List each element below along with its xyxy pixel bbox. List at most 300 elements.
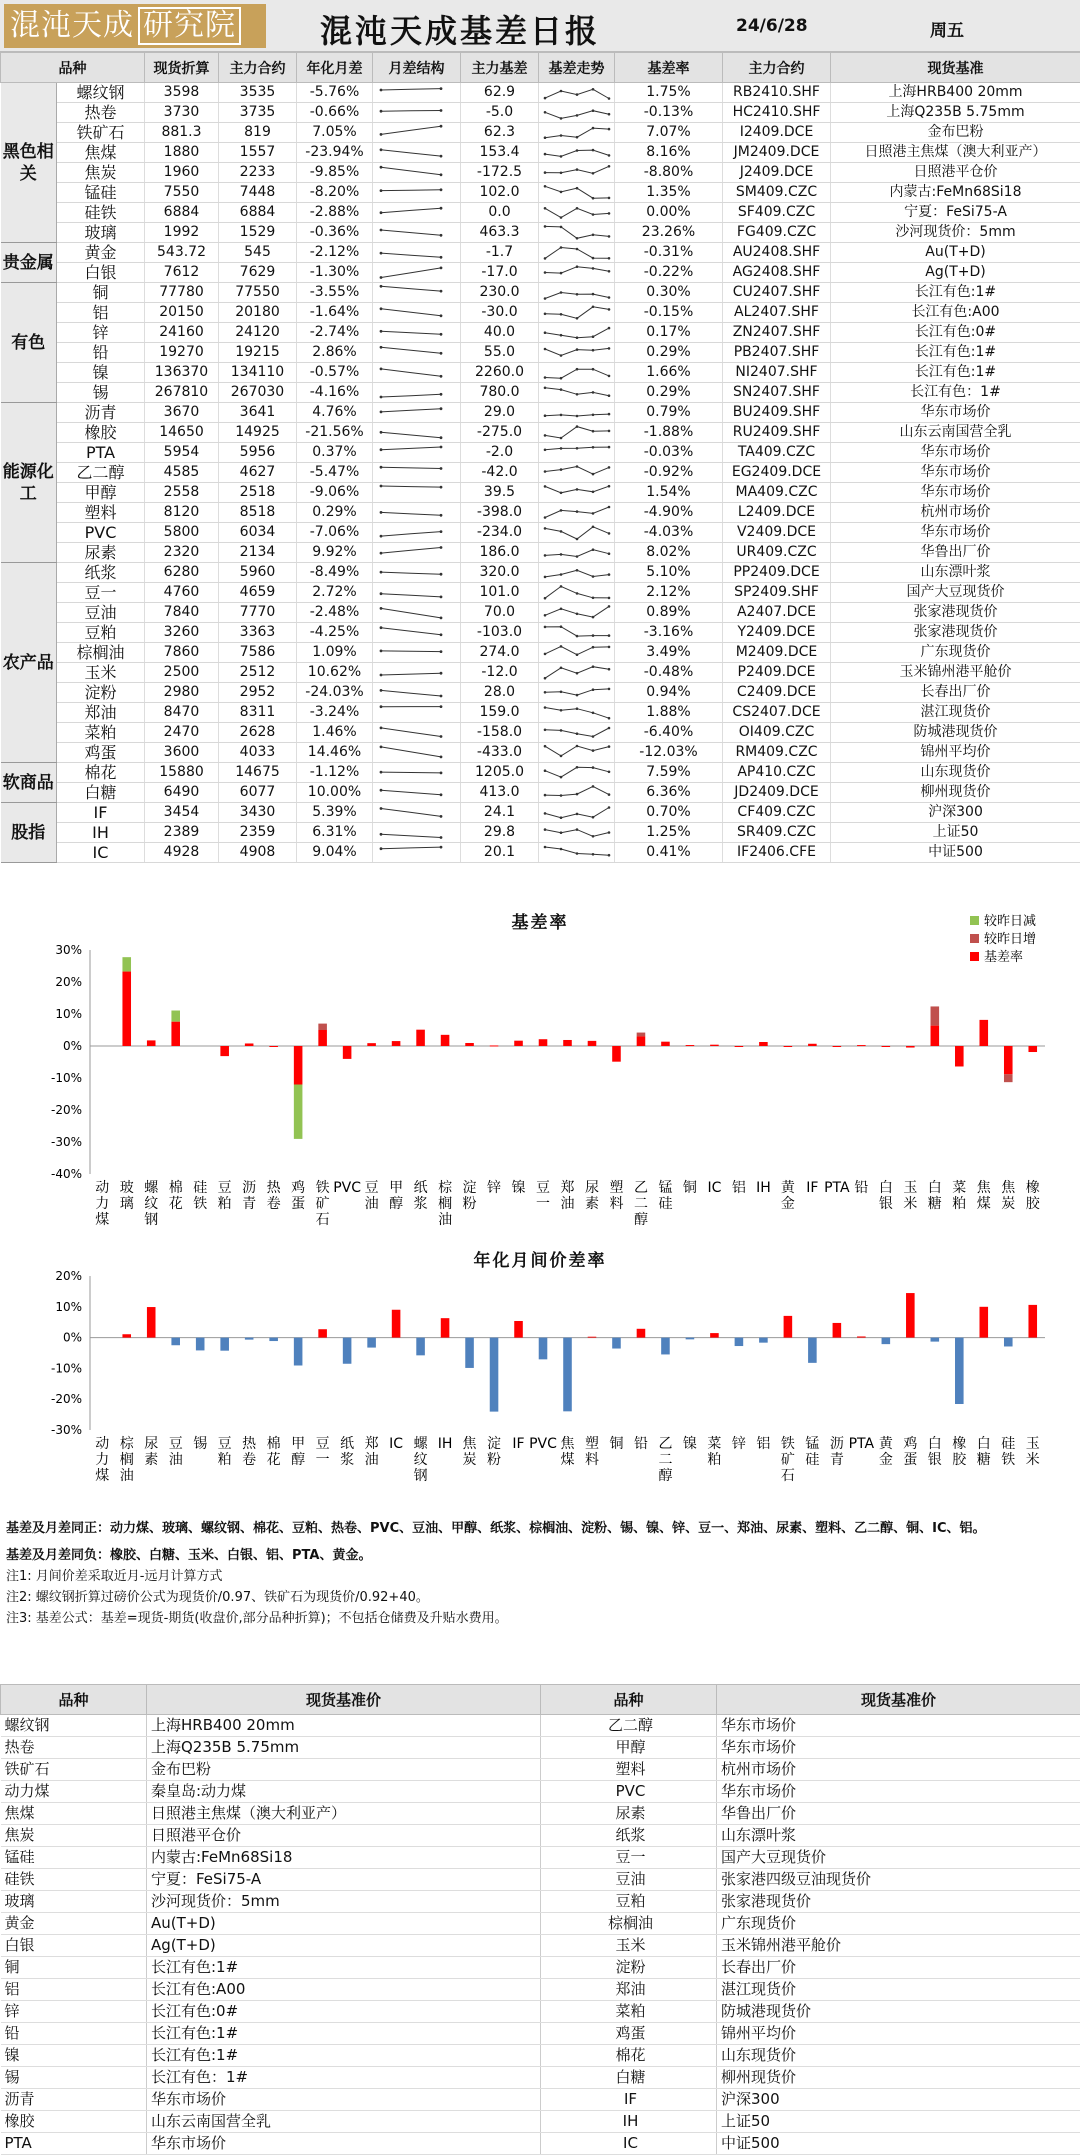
bar: [514, 1321, 523, 1338]
category-cell: 贵金属: [1, 243, 57, 283]
basis-cell: 102.0: [461, 183, 539, 203]
ref-product: 豆粕: [541, 1891, 717, 1913]
basis-cell: 24.1: [461, 803, 539, 823]
spot-reference-cell: 华东市场价: [831, 443, 1080, 463]
contract-code-cell: SF409.CZC: [723, 203, 831, 223]
y-tick-label: -20%: [50, 1103, 82, 1117]
name-cell: 淀粉: [57, 683, 145, 703]
basis-rate-cell: -4.90%: [615, 503, 723, 523]
future-price-cell: 2512: [219, 663, 297, 683]
ref-row: [1, 1957, 1080, 1979]
basis-rate-cell: -0.92%: [615, 463, 723, 483]
name-cell: 白糖: [57, 783, 145, 803]
spot-reference-cell: 山东漂叶浆: [831, 563, 1080, 583]
y-tick-label: 30%: [55, 943, 82, 957]
spot-reference-cell: 长江有色:1#: [831, 363, 1080, 383]
basis-trend-sparkline: [539, 603, 615, 623]
x-tick-label: IC: [389, 1436, 404, 1452]
ref-benchmark: 防城港现货价: [717, 2001, 1080, 2023]
ref-product: 豆油: [541, 1869, 717, 1891]
spot-reference-cell: 华东市场价: [831, 403, 1080, 423]
bar-basis-rate: [759, 1042, 768, 1046]
ref-product: 纸浆: [541, 1825, 717, 1847]
x-tick-label: 铁矿石: [780, 1436, 795, 1484]
ref-benchmark: 杭州市场价: [717, 1759, 1080, 1781]
future-price-cell: 4659: [219, 583, 297, 603]
x-tick-label: 玉米: [903, 1180, 918, 1212]
spot-reference-cell: 长江有色:0#: [831, 323, 1080, 343]
future-price-cell: 2518: [219, 483, 297, 503]
name-cell: 锌: [57, 323, 145, 343]
x-tick-label: 豆油: [364, 1180, 379, 1212]
contract-code-cell: FG409.CZC: [723, 223, 831, 243]
bar-basis-rate: [833, 1046, 842, 1047]
ref-product: 铁矿石: [1, 1759, 147, 1781]
ref-row: [1, 1759, 1080, 1781]
bar-decrease: [171, 1011, 180, 1022]
x-tick-label: 铝: [756, 1436, 771, 1452]
spot-cell: 3670: [145, 403, 219, 423]
annual-spread-cell: -8.20%: [297, 183, 373, 203]
basis-cell: 28.0: [461, 683, 539, 703]
x-tick-label: IF: [512, 1436, 525, 1452]
basis-cell: 29.0: [461, 403, 539, 423]
future-price-cell: 4908: [219, 843, 297, 863]
spot-cell: 2389: [145, 823, 219, 843]
x-tick-label: 纸浆: [413, 1180, 428, 1212]
name-cell: 螺纹钢: [57, 83, 145, 103]
future-price-cell: 4033: [219, 743, 297, 763]
bar: [343, 1338, 352, 1364]
x-tick-label: 甲醇: [389, 1180, 404, 1212]
category-cell: 农产品: [1, 563, 57, 763]
bar: [465, 1338, 474, 1368]
x-tick-label: 焦炭: [462, 1436, 477, 1468]
month-structure-sparkline: [373, 83, 461, 103]
table-row: [1, 723, 1080, 743]
name-cell: 豆粕: [57, 623, 145, 643]
contract-code-cell: I2409.DCE: [723, 123, 831, 143]
name-cell: 乙二醇: [57, 463, 145, 483]
spot-cell: 2980: [145, 683, 219, 703]
month-structure-sparkline: [373, 263, 461, 283]
spot-cell: 136370: [145, 363, 219, 383]
month-structure-sparkline: [373, 483, 461, 503]
category-cell: 能源化工: [1, 403, 57, 563]
month-structure-sparkline: [373, 583, 461, 603]
annual-spread-cell: 0.37%: [297, 443, 373, 463]
x-tick-label: PVC: [333, 1180, 362, 1196]
legend-swatch: [970, 934, 979, 943]
basis-trend-sparkline: [539, 283, 615, 303]
x-tick-label: 甲醇: [291, 1436, 306, 1468]
x-tick-label: 动力煤: [95, 1180, 110, 1228]
x-tick-label: 豆油: [168, 1436, 183, 1468]
basis-cell: -398.0: [461, 503, 539, 523]
annual-spread-cell: 1.09%: [297, 643, 373, 663]
basis-rate-cell: 6.36%: [615, 783, 723, 803]
table-row: [1, 663, 1080, 683]
month-structure-sparkline: [373, 323, 461, 343]
spot-cell: 1960: [145, 163, 219, 183]
y-tick-label: -10%: [50, 1071, 82, 1085]
x-tick-label: 黄金: [878, 1436, 893, 1468]
basis-trend-sparkline: [539, 783, 615, 803]
x-tick-label: 沥青: [829, 1436, 844, 1468]
annual-spread-cell: -5.76%: [297, 83, 373, 103]
basis-trend-sparkline: [539, 503, 615, 523]
ref-product: 橡胶: [1, 2111, 147, 2133]
table-row: [1, 443, 1080, 463]
y-tick-label: -40%: [50, 1167, 82, 1181]
bar-increase: [637, 1033, 646, 1037]
x-tick-label: 郑油: [560, 1180, 575, 1212]
bar: [955, 1338, 964, 1404]
contract-code-cell: MA409.CZC: [723, 483, 831, 503]
name-cell: 棉花: [57, 763, 145, 783]
table-row: [1, 83, 1080, 103]
spot-reference-cell: 日照港平仓价: [831, 163, 1080, 183]
ref-row: [1, 1803, 1080, 1825]
basis-trend-sparkline: [539, 123, 615, 143]
y-tick-label: -10%: [50, 1361, 82, 1376]
annual-spread-cell: 7.05%: [297, 123, 373, 143]
annual-spread-cell: 9.04%: [297, 843, 373, 863]
ref-benchmark: 中证500: [717, 2133, 1080, 2155]
month-structure-sparkline: [373, 743, 461, 763]
bar-basis-rate: [857, 1045, 866, 1046]
ref-product: 鸡蛋: [541, 2023, 717, 2045]
ref-row: [1, 1979, 1080, 2001]
spot-reference-cell: 沙河现货价：5mm: [831, 223, 1080, 243]
month-structure-sparkline: [373, 383, 461, 403]
annual-spread-cell: -23.94%: [297, 143, 373, 163]
basis-rate-cell: -12.03%: [615, 743, 723, 763]
table-row: [1, 483, 1080, 503]
future-price-cell: 7586: [219, 643, 297, 663]
month-structure-sparkline: [373, 303, 461, 323]
basis-rate-cell: -0.22%: [615, 263, 723, 283]
ref-header-row: [1, 1685, 1080, 1715]
bar: [171, 1338, 180, 1346]
logo-text: 混沌天成: [10, 8, 134, 43]
basis-trend-sparkline: [539, 423, 615, 443]
basis-trend-sparkline: [539, 623, 615, 643]
bar-basis-rate: [931, 1026, 940, 1046]
month-structure-sparkline: [373, 123, 461, 143]
ref-row: [1, 2045, 1080, 2067]
spot-cell: 4928: [145, 843, 219, 863]
contract-code-cell: JM2409.DCE: [723, 143, 831, 163]
ref-benchmark: 张家港四级豆油现货价: [717, 1869, 1080, 1891]
contract-code-cell: IF2406.CFE: [723, 843, 831, 863]
ref-benchmark: Au(T+D): [147, 1913, 541, 1935]
table-row: [1, 163, 1080, 183]
bar-basis-rate: [220, 1046, 229, 1056]
name-cell: 塑料: [57, 503, 145, 523]
ref-col-header: 品种: [541, 1685, 717, 1715]
name-cell: 棕榈油: [57, 643, 145, 663]
month-structure-sparkline: [373, 703, 461, 723]
report-title: 混沌天成基差日报: [320, 12, 601, 50]
ref-product: 尿素: [541, 1803, 717, 1825]
bar-basis-rate: [392, 1041, 401, 1046]
contract-code-cell: J2409.DCE: [723, 163, 831, 183]
legend-label: 较昨日增: [984, 932, 1037, 947]
future-price-cell: 7448: [219, 183, 297, 203]
basis-trend-sparkline: [539, 403, 615, 423]
spot-cell: 3730: [145, 103, 219, 123]
basis-cell: 1205.0: [461, 763, 539, 783]
spot-reference-cell: 防城港现货价: [831, 723, 1080, 743]
ref-row: [1, 1913, 1080, 1935]
name-cell: 豆一: [57, 583, 145, 603]
contract-code-cell: C2409.DCE: [723, 683, 831, 703]
month-structure-sparkline: [373, 403, 461, 423]
y-tick-label: -30%: [50, 1135, 82, 1149]
spot-reference-cell: Ag(T+D): [831, 263, 1080, 283]
category-cell: 软商品: [1, 763, 57, 803]
annual-spread-cell: -8.49%: [297, 563, 373, 583]
month-structure-sparkline: [373, 243, 461, 263]
bar: [759, 1338, 768, 1343]
ref-benchmark: 上海Q235B 5.75mm: [147, 1737, 541, 1759]
ref-benchmark: 华鲁出厂价: [717, 1803, 1080, 1825]
ref-benchmark: Ag(T+D): [147, 1935, 541, 1957]
future-price-cell: 2233: [219, 163, 297, 183]
basis-table: [0, 52, 1080, 863]
ref-product: 菜粕: [541, 2001, 717, 2023]
x-tick-label: 菜粕: [952, 1180, 967, 1212]
basis-rate-cell: 1.35%: [615, 183, 723, 203]
category-cell: 黑色相关: [1, 83, 57, 243]
x-tick-label: IC: [707, 1180, 722, 1196]
future-price-cell: 1557: [219, 143, 297, 163]
future-price-cell: 3430: [219, 803, 297, 823]
spot-reference-cell: 山东现货价: [831, 763, 1080, 783]
table-row: [1, 403, 1080, 423]
basis-trend-sparkline: [539, 303, 615, 323]
bar: [392, 1310, 401, 1338]
name-cell: 锡: [57, 383, 145, 403]
x-tick-label: IH: [756, 1180, 771, 1196]
name-cell: 焦炭: [57, 163, 145, 183]
y-tick-label: -20%: [50, 1392, 82, 1407]
spot-cell: 24160: [145, 323, 219, 343]
col-header: 年化月差: [297, 53, 373, 83]
bar-basis-rate: [318, 1030, 327, 1046]
chart-title: 年化月间价差率: [473, 1251, 607, 1271]
bar-basis-rate: [122, 972, 131, 1046]
bar: [882, 1338, 891, 1345]
spot-cell: 6280: [145, 563, 219, 583]
annual-spread-cell: 10.62%: [297, 663, 373, 683]
ref-benchmark: 日照港主焦煤（澳大利亚产）: [147, 1803, 541, 1825]
ref-product: 动力煤: [1, 1781, 147, 1803]
spot-reference-cell: 广东现货价: [831, 643, 1080, 663]
basis-cell: -275.0: [461, 423, 539, 443]
x-tick-label: 动力煤: [95, 1436, 110, 1484]
spot-cell: 15880: [145, 763, 219, 783]
ref-benchmark: 秦皇岛:动力煤: [147, 1781, 541, 1803]
spot-reference-cell: 长春出厂价: [831, 683, 1080, 703]
ref-product: 焦煤: [1, 1803, 147, 1825]
spot-cell: 7550: [145, 183, 219, 203]
annual-spread-cell: -2.12%: [297, 243, 373, 263]
bar-basis-rate: [637, 1036, 646, 1046]
table-row: [1, 203, 1080, 223]
basis-trend-sparkline: [539, 563, 615, 583]
spot-reference-cell: 内蒙古:FeMn68Si18: [831, 183, 1080, 203]
table-row: [1, 283, 1080, 303]
annual-spread-cell: -9.06%: [297, 483, 373, 503]
contract-code-cell: JD2409.DCE: [723, 783, 831, 803]
x-tick-label: PTA: [824, 1180, 850, 1196]
basis-rate-cell: 0.79%: [615, 403, 723, 423]
contract-code-cell: AP410.CZC: [723, 763, 831, 783]
basis-cell: 39.5: [461, 483, 539, 503]
basis-rate-cell: 1.54%: [615, 483, 723, 503]
table-row: [1, 243, 1080, 263]
basis-cell: 70.0: [461, 603, 539, 623]
name-cell: PTA: [57, 443, 145, 463]
spot-cell: 4585: [145, 463, 219, 483]
spot-reference-cell: 长江有色:A00: [831, 303, 1080, 323]
bar: [637, 1329, 646, 1338]
bar-basis-rate: [343, 1046, 352, 1059]
bar: [122, 1334, 131, 1337]
x-tick-label: 玻璃: [119, 1180, 134, 1212]
ref-product: 铜: [1, 1957, 147, 1979]
col-header: 品种: [1, 53, 145, 83]
bar: [735, 1338, 744, 1346]
annual-spread-cell: -1.64%: [297, 303, 373, 323]
x-tick-label: 沥青: [242, 1180, 257, 1212]
basis-trend-sparkline: [539, 843, 615, 863]
future-price-cell: 2952: [219, 683, 297, 703]
contract-code-cell: L2409.DCE: [723, 503, 831, 523]
ref-row: [1, 1825, 1080, 1847]
bar: [147, 1307, 156, 1338]
future-price-cell: 20180: [219, 303, 297, 323]
x-tick-label: IF: [806, 1180, 819, 1196]
future-price-cell: 1529: [219, 223, 297, 243]
x-tick-label: 锌: [731, 1436, 746, 1452]
basis-rate-cell: 1.25%: [615, 823, 723, 843]
bar-basis-rate: [1004, 1046, 1013, 1074]
x-tick-label: 锡: [193, 1436, 208, 1452]
basis-rate-cell: -0.48%: [615, 663, 723, 683]
contract-code-cell: M2409.DCE: [723, 643, 831, 663]
ref-product: 甲醇: [541, 1737, 717, 1759]
basis-trend-sparkline: [539, 543, 615, 563]
basis-rate-cell: 1.88%: [615, 703, 723, 723]
contract-code-cell: PP2409.DCE: [723, 563, 831, 583]
y-tick-label: 0%: [62, 1039, 82, 1053]
bar: [931, 1338, 940, 1342]
month-structure-sparkline: [373, 363, 461, 383]
x-tick-label: 铅: [854, 1180, 869, 1196]
future-price-cell: 2359: [219, 823, 297, 843]
month-structure-sparkline: [373, 463, 461, 483]
month-structure-sparkline: [373, 523, 461, 543]
ref-row: [1, 2023, 1080, 2045]
ref-benchmark: 华东市场价: [717, 1737, 1080, 1759]
x-tick-label: 白糖: [927, 1180, 942, 1212]
month-structure-sparkline: [373, 163, 461, 183]
month-structure-sparkline: [373, 623, 461, 643]
ref-row: [1, 1781, 1080, 1803]
category-cell: 股指: [1, 803, 57, 863]
contract-code-cell: CF409.CZC: [723, 803, 831, 823]
basis-trend-sparkline: [539, 223, 615, 243]
ref-benchmark: 长江有色:0#: [147, 2001, 541, 2023]
ref-benchmark: 玉米锦州港平舱价: [717, 1935, 1080, 1957]
month-structure-sparkline: [373, 603, 461, 623]
spot-cell: 6490: [145, 783, 219, 803]
name-cell: 黄金: [57, 243, 145, 263]
ref-benchmark: 国产大豆现货价: [717, 1847, 1080, 1869]
table-row: [1, 563, 1080, 583]
basis-cell: -42.0: [461, 463, 539, 483]
table-row: [1, 523, 1080, 543]
bar: [367, 1338, 376, 1348]
ref-benchmark: 湛江现货价: [717, 1979, 1080, 2001]
ref-benchmark: 广东现货价: [717, 1913, 1080, 1935]
ref-benchmark: 内蒙古:FeMn68Si18: [147, 1847, 541, 1869]
annual-spread-cell: 0.29%: [297, 503, 373, 523]
spot-reference-cell: 杭州市场价: [831, 503, 1080, 523]
bar-basis-rate: [735, 1046, 744, 1047]
note-2: 注2: 螺纹钢折算过磅价公式为现货价/0.97、铁矿石为现货价/0.92+40。: [6, 1590, 429, 1605]
spot-reference-cell: 上证50: [831, 823, 1080, 843]
annual-spread-cell: 9.92%: [297, 543, 373, 563]
bar: [784, 1316, 793, 1338]
name-cell: 铁矿石: [57, 123, 145, 143]
name-cell: 豆油: [57, 603, 145, 623]
basis-cell: 55.0: [461, 343, 539, 363]
bar-basis-rate: [784, 1046, 793, 1047]
spot-cell: 3260: [145, 623, 219, 643]
annual-spread-cell: -3.55%: [297, 283, 373, 303]
ref-product: IC: [541, 2133, 717, 2155]
x-tick-label: 豆粕: [217, 1436, 232, 1468]
ref-product: 锡: [1, 2067, 147, 2089]
annual-spread-cell: -9.85%: [297, 163, 373, 183]
x-tick-label: 白糖: [976, 1436, 991, 1468]
month-structure-sparkline: [373, 503, 461, 523]
col-header: 月差结构: [373, 53, 461, 83]
spot-cell: 20150: [145, 303, 219, 323]
annual-spread-cell: 10.00%: [297, 783, 373, 803]
bar-basis-rate: [661, 1042, 670, 1046]
x-tick-label: 铅: [633, 1436, 648, 1452]
table-row: [1, 363, 1080, 383]
table-row: [1, 123, 1080, 143]
month-structure-sparkline: [373, 723, 461, 743]
ref-benchmark: 长江有色:1#: [147, 2023, 541, 2045]
basis-trend-sparkline: [539, 763, 615, 783]
ref-row: [1, 2133, 1080, 2155]
bar-basis-rate: [171, 1022, 180, 1046]
table-row: [1, 623, 1080, 643]
spot-cell: 2558: [145, 483, 219, 503]
ref-benchmark: 华东市场价: [147, 2133, 541, 2155]
x-tick-label: 焦煤: [976, 1180, 991, 1212]
spot-reference-cell: 长江有色：1#: [831, 383, 1080, 403]
basis-rate-cell: 0.41%: [615, 843, 723, 863]
x-tick-label: 塑料: [609, 1180, 624, 1212]
